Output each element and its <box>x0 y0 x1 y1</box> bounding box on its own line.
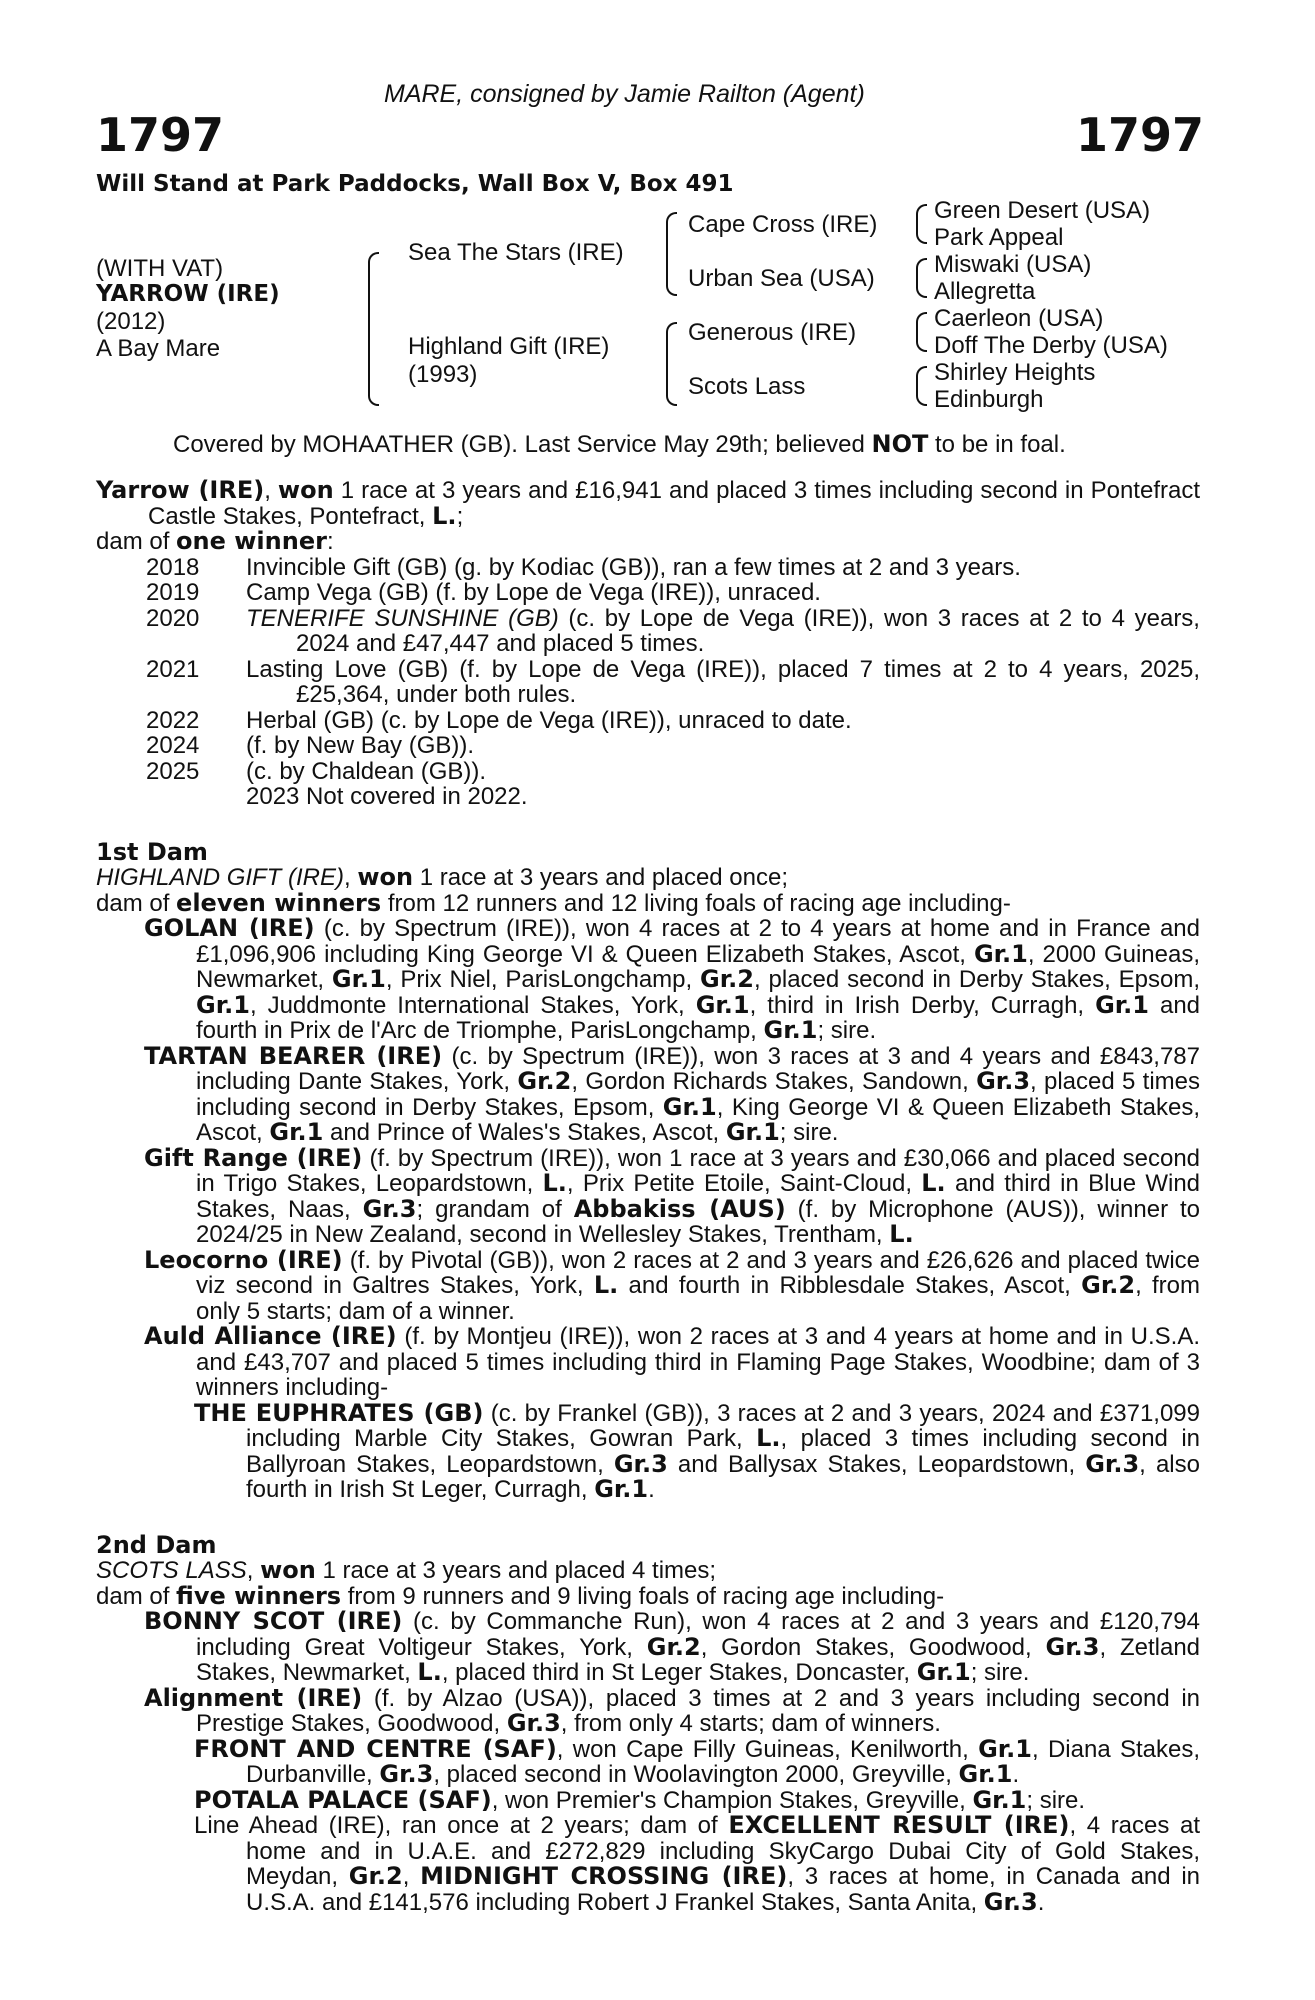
alignment-entry: Alignment (IRE) (f. by Alzao (USA)), placed 3 times at 2 and 3 years including second in Prestige Stakes, Goodwood, Gr.3, from only 4 starts; dam of winners. <box>144 1683 1201 1737</box>
sd-dam: Allegretta <box>934 278 1036 305</box>
front-and-centre-entry: FRONT AND CENTRE (SAF), won Cape Filly Guineas, Kenilworth, Gr.1, Diana Stakes, Durbanville, Gr.3, placed second in Woolavington 2000, Greyville, Gr.1. <box>194 1734 1200 1788</box>
catalogue-body <box>96 478 1200 1915</box>
first-dam-produce-summary: dam of eleven winners from 12 runners and 12 living foals of racing age including- <box>96 888 1011 917</box>
dam-sire: Generous (IRE) <box>688 319 857 346</box>
second-dam-heading: 2nd Dam <box>96 1530 217 1559</box>
dd-dam: Edinburgh <box>934 386 1044 413</box>
brace-urban-sea <box>916 258 927 298</box>
ss-dam: Park Appeal <box>934 224 1064 251</box>
brace-generous <box>916 312 927 352</box>
dd-sire: Shirley Heights <box>934 359 1096 386</box>
sire-sire: Cape Cross (IRE) <box>688 211 878 238</box>
bonny-scot-entry: BONNY SCOT (IRE) (c. by Commanche Run), won 4 races at 2 and 3 years and £120,794 including Great Voltigeur Stakes, York, Gr.2, Gordon Stakes, Goodwood, Gr.3, Zetland Stakes, Newmarket, L., placed third in St Leger Stakes, Doncaster, Gr.1; sire. <box>144 1607 1201 1686</box>
produce-row: 2022 Herbal (GB) (c. by Lope de Vega (IRE)), unraced to date. <box>146 706 852 734</box>
brace-generation-1 <box>368 252 379 406</box>
brace-dam-line <box>666 322 677 406</box>
line-ahead-entry: Line Ahead (IRE), ran once at 2 years; dam of EXCELLENT RESULT (IRE), 4 races at home and in U.A.E. and £272,829 including SkyCargo Dubai City of Gold Stakes, Meydan, Gr.2, MIDNIGHT CROSSING (IRE), 3 races at home, in Canada and in U.S.A. and £141,576 including Robert J Frankel Stakes, Santa Anita, Gr.3. <box>194 1811 1201 1916</box>
yarrow-record: Yarrow (IRE), won 1 race at 3 years and £16,941 and placed 3 times including second in Pontefract Castle Stakes, Pontefract, L.; <box>96 476 1200 530</box>
produce-row: 2018 Invincible Gift (GB) (g. by Kodiac (GB)), ran a few times at 2 and 3 years. <box>146 553 1021 581</box>
golan-entry: GOLAN (IRE) (c. by Spectrum (IRE)), won 4 races at 2 to 4 years at home and in France and £1,096,906 including King George VI & Queen Elizabeth Stakes, Ascot, Gr.1, 2000 Guineas, Newmarket, Gr.1, Prix Niel, ParisLongchamp, Gr.2, placed second in Derby Stakes, Epsom, Gr.1, Juddmonte International Stakes, York, Gr.1, third in Irish Derby, Curragh, Gr.1 and fourth in Prix de l'Arc de Triomphe, ParisLongchamp, Gr.1; sire. <box>144 914 1201 1044</box>
vat-label: (WITH VAT) <box>96 255 224 282</box>
brace-scots-lass <box>916 366 927 406</box>
produce-row: 2023 Not covered in 2022. <box>246 783 528 810</box>
horse-year: (2012) <box>96 308 166 335</box>
covering-note: Covered by MOHAATHER (GB). Last Service May 29th; believed NOT to be in foal. <box>173 430 1066 458</box>
dam-year: (1993) <box>408 361 478 388</box>
lot-number-left: 1797 <box>96 108 225 162</box>
ds-dam: Doff The Derby (USA) <box>934 332 1168 359</box>
produce-row: 2019 Camp Vega (GB) (f. by Lope de Vega (IRE)), unraced. <box>146 579 821 606</box>
sire: Sea The Stars (IRE) <box>408 239 624 266</box>
produce-row: 2025 (c. by Chaldean (GB)). <box>146 757 487 785</box>
horse-name: YARROW (IRE) <box>96 281 280 307</box>
produce-row: 2020 TENERIFE SUNSHINE (GB) (c. by Lope de Vega (IRE)), won 3 races at 2 to 4 years, 2024 and £47,447 and placed 5 times. <box>146 604 1200 657</box>
stand-location: Will Stand at Park Paddocks, Wall Box V, Box 491 <box>96 171 734 197</box>
first-dam-heading: 1st Dam <box>96 837 208 866</box>
dam: Highland Gift (IRE) <box>408 333 610 360</box>
auld-alliance-entry: Auld Alliance (IRE) (f. by Montjeu (IRE)), won 2 races at 3 and 4 years at home and in U.S.A. and £43,707 and placed 5 times including third in Flaming Page Stakes, Woodbine; dam of 3 winners including- <box>144 1322 1201 1401</box>
sire-dam: Urban Sea (USA) <box>688 265 875 292</box>
first-dam-record: HIGHLAND GIFT (IRE), won 1 race at 3 years and placed once; <box>96 863 789 891</box>
horse-description: A Bay Mare <box>96 335 221 362</box>
gift-range-entry: Gift Range (IRE) (f. by Spectrum (IRE)), won 1 race at 3 years and £30,066 and placed second in Trigo Stakes, Leopardstown, L., Prix Petite Etoile, Saint-Cloud, L. and third in Blue Wind Stakes, Naas, Gr.3; grandam of Abbakiss (AUS) (f. by Microphone (AUS)), winner to 2024/25 in New Zealand, second in Wellesley Stakes, Trentham, L. <box>144 1143 1201 1248</box>
second-dam-produce-summary: dam of five winners from 9 runners and 9 living foals of racing age including- <box>96 1581 945 1610</box>
ds-sire: Caerleon (USA) <box>934 305 1104 332</box>
produce-row: 2021 Lasting Love (GB) (f. by Lope de Vega (IRE)), placed 7 times at 2 to 4 years, 2025, £25,364, under both rules. <box>146 655 1200 708</box>
yarrow-dam-of: dam of one winner: <box>96 527 334 555</box>
consignment-line: MARE, consigned by Jamie Railton (Agent) <box>384 80 865 108</box>
produce-row: 2024 (f. by New Bay (GB)). <box>146 732 475 759</box>
second-dam-record: SCOTS LASS, won 1 race at 3 years and placed 4 times; <box>96 1556 717 1584</box>
lot-number-right: 1797 <box>1076 108 1205 162</box>
potala-palace-entry: POTALA PALACE (SAF), won Premier's Champion Stakes, Greyville, Gr.1; sire. <box>194 1785 1086 1814</box>
brace-sire-line <box>666 212 677 296</box>
tartan-bearer-entry: TARTAN BEARER (IRE) (c. by Spectrum (IRE)), won 3 races at 3 and 4 years and £843,787 including Dante Stakes, York, Gr.2, Gordon Richards Stakes, Sandown, Gr.3, placed 5 times including second in Derby Stakes, Epsom, Gr.1, King George VI & Queen Elizabeth Stakes, Ascot, Gr.1 and Prince of Wales's Stakes, Ascot, Gr.1; sire. <box>144 1041 1201 1146</box>
ss-sire: Green Desert (USA) <box>934 197 1151 224</box>
sd-sire: Miswaki (USA) <box>934 251 1092 278</box>
brace-cape-cross <box>916 204 927 244</box>
the-euphrates-entry: THE EUPHRATES (GB) (c. by Frankel (GB)), 3 races at 2 and 3 years, 2024 and £371,099 including Marble City Stakes, Gowran Park, L., placed 3 times including second in Ballyroan Stakes, Leopardstown, Gr.3 and Ballysax Stakes, Leopardstown, Gr.3, also fourth in Irish St Leger, Curragh, Gr.1. <box>194 1398 1201 1503</box>
dam-dam: Scots Lass <box>688 373 806 400</box>
leocorno-entry: Leocorno (IRE) (f. by Pivotal (GB)), won 2 races at 2 and 3 years and £26,626 and placed twice viz second in Galtres Stakes, York, L. and fourth in Ribblesdale Stakes, Ascot, Gr.2, from only 5 starts; dam of a winner. <box>144 1245 1201 1325</box>
